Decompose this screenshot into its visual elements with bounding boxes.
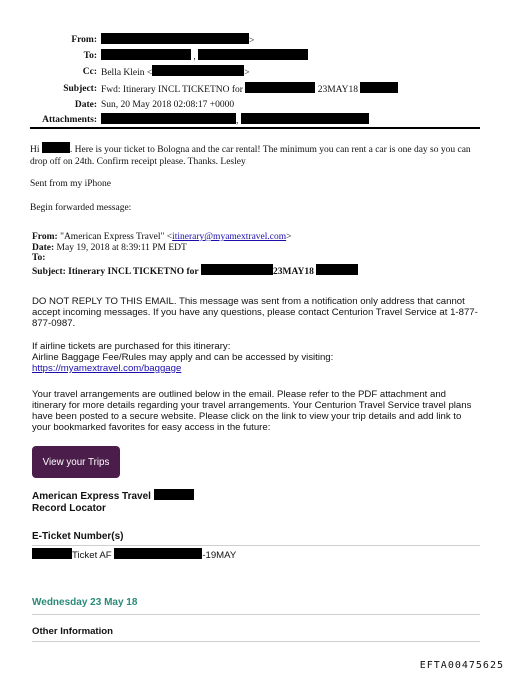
fwd-from-email-link[interactable]: itinerary@myamextravel.com [172, 232, 287, 242]
section-divider [32, 641, 480, 642]
email-header [20, 33, 490, 129]
redaction-block [201, 264, 273, 275]
redaction-block [316, 264, 358, 275]
header-divider [30, 127, 480, 129]
message-body: Hi . Here is your ticket to Bologna and the car rental! The minimum you can rent a car is one day so you can drop off on 24th. Confirm receipt please. Thanks. Lesley [30, 142, 482, 168]
to-label: To: [83, 51, 97, 62]
redaction-block [114, 548, 202, 559]
forwarded-header [32, 232, 484, 277]
cc-row [20, 65, 490, 81]
date-label: Date: [74, 99, 97, 110]
to-row [20, 49, 490, 65]
from-value: > [101, 33, 490, 49]
redaction-block [198, 49, 308, 60]
attachments-label: Attachments: [42, 115, 97, 126]
signature: Sent from my iPhone [30, 179, 112, 189]
baggage-link[interactable]: https://myamextravel.com/baggage [32, 363, 182, 374]
redaction-block [101, 113, 236, 124]
subject-row [20, 82, 490, 98]
to-value: , [101, 49, 490, 65]
fwd-from-row: From: "American Express Travel" <itinerary@myamextravel.com> [32, 232, 292, 242]
document-id: EFTA00475625 [419, 660, 504, 671]
forward-intro: Begin forwarded message: [30, 203, 132, 213]
redaction-block [241, 113, 369, 124]
subject-label: Subject: [63, 83, 97, 94]
no-reply-notice: DO NOT REPLY TO THIS EMAIL. This message was sent from a notification only address that cannot accept incoming messages. If you have any questions, please contact Centurion Travel Service at 1-877-877-0987. [32, 296, 478, 329]
eticket-row: Ticket AF -19MAY [32, 548, 236, 561]
fwd-subject-row: Subject: Itinerary INCL TICKETNO for 23MAY18 [32, 264, 484, 278]
fwd-date-row: Date: May 19, 2018 at 8:39:11 PM EDT [32, 242, 187, 253]
date-row [20, 98, 490, 113]
record-locator: American Express Travel Record Locator [32, 489, 194, 515]
view-trips-button[interactable]: View your Trips [32, 446, 120, 478]
from-label: From: [71, 35, 97, 45]
subject-value: Fwd: Itinerary INCL TICKETNO for 23MAY18 [101, 82, 490, 98]
section-divider [32, 545, 480, 546]
cc-value: Bella Klein < > [101, 65, 490, 81]
from-row [20, 33, 490, 49]
date-value: Sun, 20 May 2018 02:08:17 +0000 [101, 99, 235, 110]
redaction-block [152, 65, 244, 76]
section-divider [32, 614, 480, 615]
redaction-block [245, 82, 315, 93]
other-information-heading: Other Information [32, 626, 114, 637]
itinerary-date-heading: Wednesday 23 May 18 [32, 597, 138, 608]
redaction-block [154, 489, 194, 500]
cc-label: Cc: [82, 67, 97, 78]
fwd-to-row: To: [32, 253, 46, 263]
redaction-block [101, 49, 191, 60]
eticket-heading: E-Ticket Number(s) [32, 531, 124, 542]
baggage-notice: If airline tickets are purchased for this itinerary: Airline Baggage Fee/Rules may apply and can be accessed by visiting: https://myamextravel.com/baggage [32, 341, 480, 374]
redaction-block [101, 33, 249, 44]
travel-arrangements-text: Your travel arrangements are outlined below in the email. Please refer to the PDF attachment and itinerary for more details regarding your travel arrangements. Your Centurion Travel Service travel plans have been posted to a secure website. Please click on the link to view your trip details and add link to your bookmarked favorites for easy access in the future: [32, 389, 472, 433]
redaction-block [32, 548, 72, 559]
attachments-value[interactable]: , [101, 113, 490, 129]
redaction-block [360, 82, 398, 93]
redaction-block [42, 142, 70, 153]
